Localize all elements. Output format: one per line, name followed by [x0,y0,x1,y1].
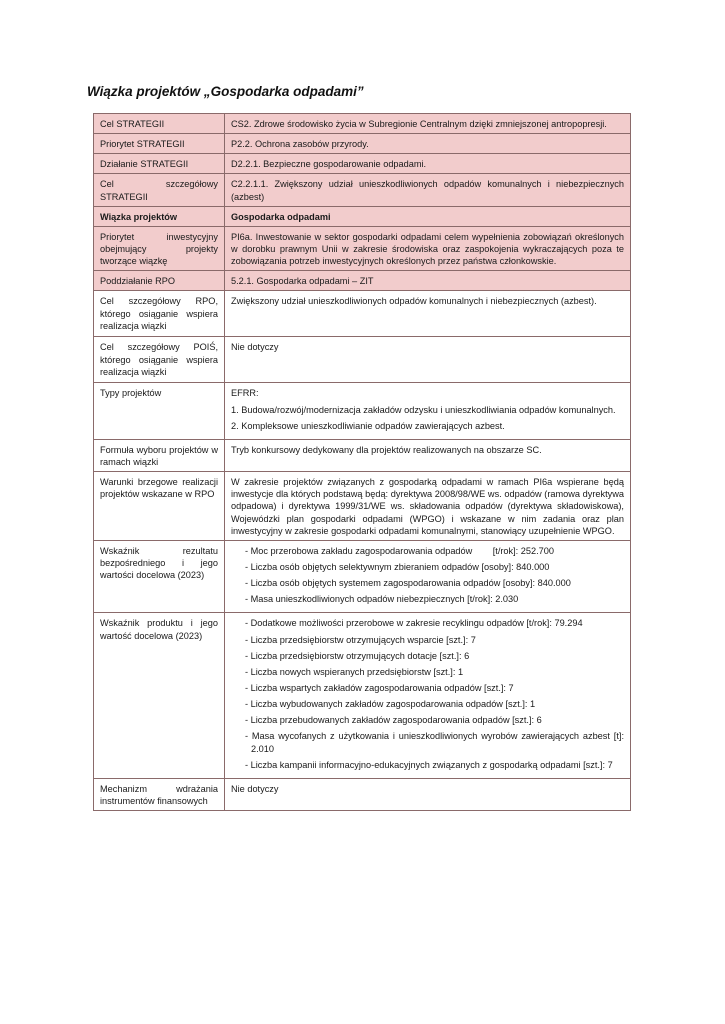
value-mechanizm: Nie dotyczy [225,778,631,810]
row-cel-rpo [94,291,631,337]
list-item: - Liczba osób objętych selektywnym zbieraniem odpadów [osoby]: 840.000 [245,561,624,573]
row-wskaznik-rezultatu [94,540,631,613]
label-priorytet-strategii: Priorytet STRATEGII [94,134,225,154]
page-heading: Wiązka projektów „Gospodarka odpadami” [87,84,364,99]
label-priorytet-inwestycyjny: Priorytet inwestycyjny obejmujący projekty tworzące wiązkę [94,226,225,270]
value-wskaznik-produktu [225,613,631,778]
label-dzialanie-strategii: Działanie STRATEGII [94,154,225,174]
value-cel-szczegolowy-strategii: C2.2.1.1. Zwiększony udział unieszkodliwionych odpadów komunalnych i niebezpiecznych (azbest) [225,174,631,206]
value-priorytet-inwestycyjny: PI6a. Inwestowanie w sektor gospodarki odpadami celem wypełnienia zobowiązań określonych w dorobku prawnym Unii w zakresie środowiska oraz zaspokojenia wykraczających poza te zobowiązania potrzeb inwestycyjnych określonych przez państwa członkowskie. [225,226,631,270]
row-cel-strategii [94,114,631,134]
list-item: - Dodatkowe możliwości przerobowe w zakresie recyklingu odpadów [t/rok]: 79.294 [245,617,624,629]
row-poddzialanie-rpo [94,271,631,291]
row-priorytet-strategii [94,134,631,154]
label-cel-szczegolowy-strategii: Cel szczegółowy STRATEGII [94,174,225,206]
value-wiazka-projektow: Gospodarka odpadami [225,206,631,226]
typy-line: 1. Budowa/rozwój/modernizacja zakładów odzysku i unieszkodliwiania odpadów komunalnych. [231,404,616,415]
result-indicator-list [231,545,624,606]
list-item: - Liczba osób objętych systemem zagospodarowania odpadów [osoby]: 840.000 [245,577,624,589]
value-priorytet-strategii: P2.2. Ochrona zasobów przyrody. [225,134,631,154]
list-item: - Liczba przedsiębiorstw otrzymujących dotacje [szt.]: 6 [245,650,624,662]
label-warunki-brzegowe: Warunki brzegowe realizacji projektów wskazane w RPO [94,472,225,541]
label-poddzialanie-rpo: Poddziałanie RPO [94,271,225,291]
value-warunki-brzegowe: W zakresie projektów związanych z gospodarką odpadami w ramach PI6a wspierane będą inwestycje dla których podstawą będą: dyrektywa 2008/98/WE ws. odpadów (ramowa dyrektywa odpadowa) i dyrektywa 1999/31/WE ws. składowania odpadów (dyrektywa składowiskowa), Wojewódzki plan gospodarki odpadami (WPGO) i wskazane w nim zadania oraz plan inwestycyjny w zakresie gospodarki odpadami komunalnymi, stanowiący uzupełnienie WPGO. [225,472,631,541]
list-item: - Masa unieszkodliwionych odpadów niebezpiecznych [t/rok]: 2.030 [245,593,624,605]
row-formula-wyboru [94,439,631,471]
value-wskaznik-rezultatu [225,540,631,613]
row-wiazka-projektow [94,206,631,226]
list-item: - Liczba przebudowanych zakładów zagospodarowania odpadów [szt.]: 6 [245,714,624,726]
row-mechanizm [94,778,631,810]
typy-line: EFRR: [231,388,259,399]
product-indicator-list [231,617,624,770]
list-item: - Liczba przedsiębiorstw otrzymujących wsparcie [szt.]: 7 [245,634,624,646]
value-cel-rpo: Zwiększony udział unieszkodliwionych odpadów komunalnych i niebezpiecznych (azbest). [225,291,631,337]
label-mechanizm: Mechanizm wdrażania instrumentów finansowych [94,778,225,810]
list-item: - Liczba wybudowanych zakładów zagospodarowania odpadów [szt.]: 1 [245,698,624,710]
row-typy-projektow [94,383,631,439]
label-wiazka-projektow: Wiązka projektów [94,206,225,226]
value-cel-strategii: CS2. Zdrowe środowisko życia w Subregionie Centralnym dzięki zmniejszonej antropopresji. [225,114,631,134]
value-typy-projektow [225,383,631,439]
value-poddzialanie-rpo: 5.2.1. Gospodarka odpadami – ZIT [225,271,631,291]
label-wskaznik-rezultatu: Wskaźnik rezultatu bezpośredniego i jego wartości docelowa (2023) [94,540,225,613]
list-item: - Moc przerobowa zakładu zagospodarowania odpadów [t/rok]: 252.700 [245,545,624,557]
label-typy-projektow: Typy projektów [94,383,225,439]
value-formula-wyboru: Tryb konkursowy dedykowany dla projektów realizowanych na obszarze SC. [225,439,631,471]
value-dzialanie-strategii: D2.2.1. Bezpieczne gospodarowanie odpadami. [225,154,631,174]
row-priorytet-inwestycyjny [94,226,631,270]
label-wskaznik-produktu: Wskaźnik produktu i jego wartość docelowa (2023) [94,613,225,778]
row-dzialanie-strategii [94,154,631,174]
project-bundle-table [93,113,631,811]
row-wskaznik-produktu [94,613,631,778]
row-warunki-brzegowe [94,472,631,541]
label-cel-strategii: Cel STRATEGII [94,114,225,134]
label-formula-wyboru: Formuła wyboru projektów w ramach wiązki [94,439,225,471]
row-cel-szczegolowy-strategii [94,174,631,206]
list-item: - Liczba wspartych zakładów zagospodarowania odpadów [szt.]: 7 [245,682,624,694]
typy-line: 2. Kompleksowe unieszkodliwianie odpadów zawierających azbest. [231,420,505,431]
value-cel-pois: Nie dotyczy [225,337,631,383]
list-item: - Liczba nowych wspieranych przedsiębiorstw [szt.]: 1 [245,666,624,678]
row-cel-pois [94,337,631,383]
label-cel-pois: Cel szczegółowy POIŚ, którego osiąganie wspiera realizacja wiązki [94,337,225,383]
label-cel-rpo: Cel szczegółowy RPO, którego osiąganie wspiera realizacja wiązki [94,291,225,337]
list-item: - Liczba kampanii informacyjno-edukacyjnych związanych z gospodarką odpadami [szt.]: 7 [245,759,624,771]
list-item: - Masa wycofanych z użytkowania i unieszkodliwionych wyrobów zawierających azbest [t]: 2.010 [245,730,624,754]
